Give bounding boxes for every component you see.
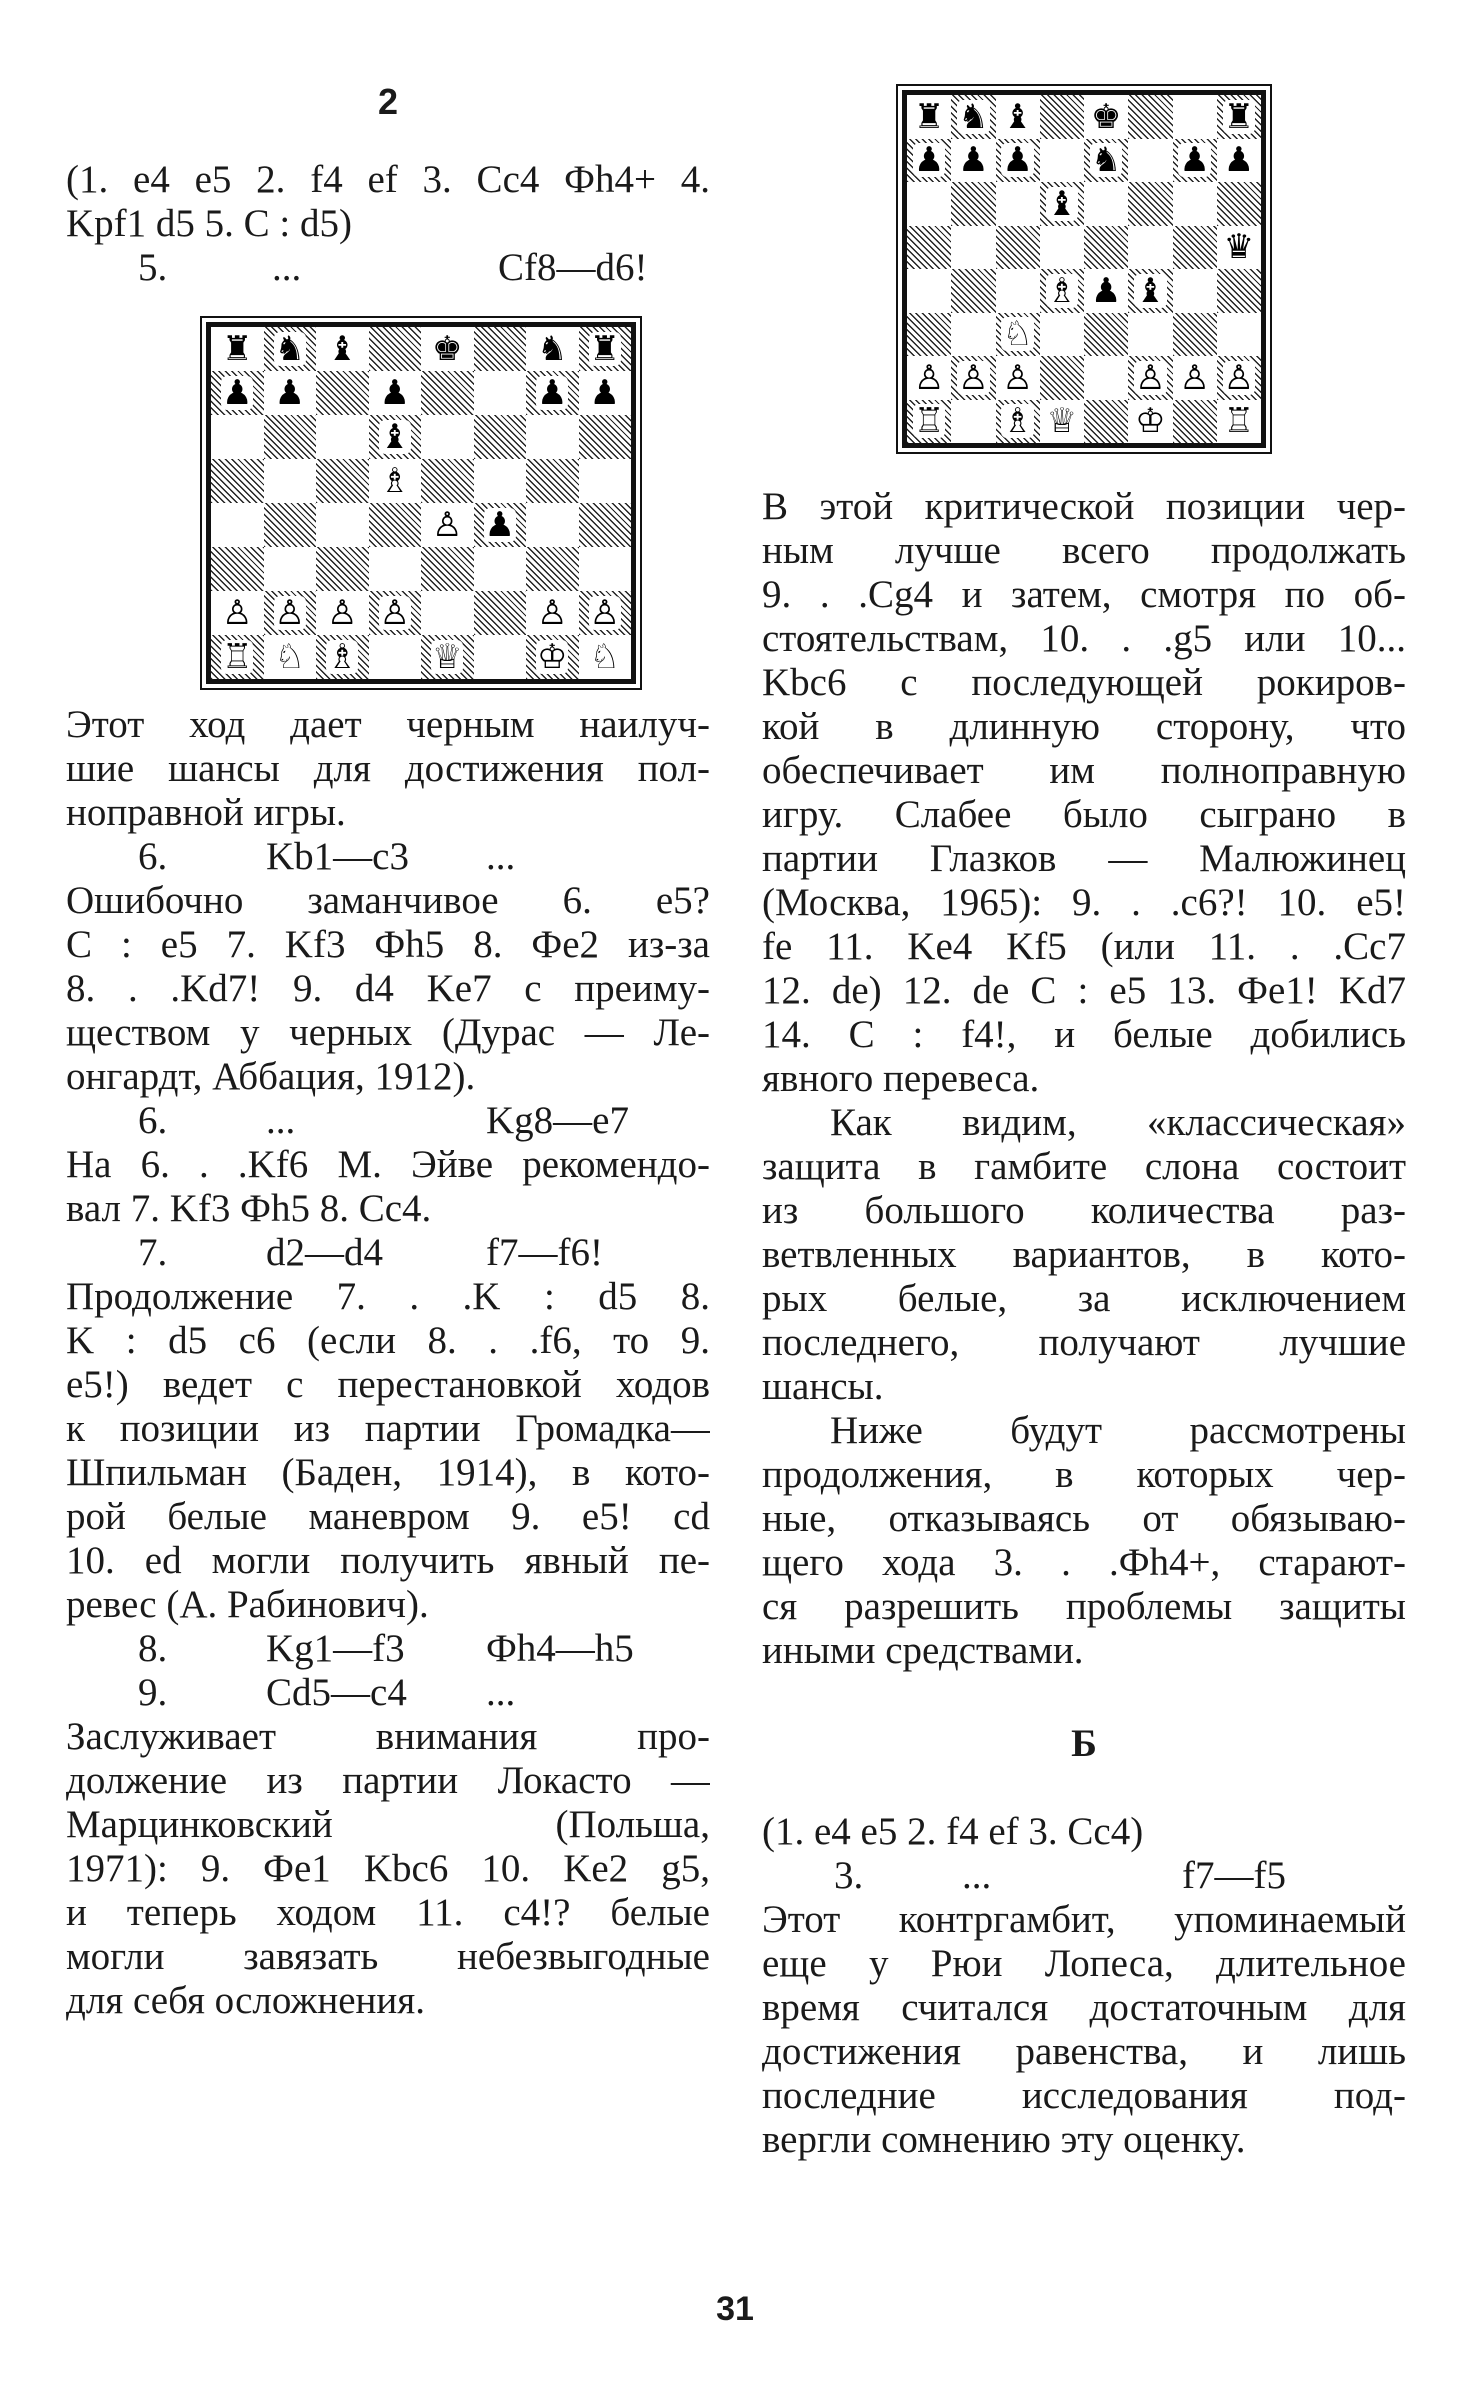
board-square — [1217, 400, 1261, 444]
board-square — [526, 591, 579, 635]
paragraph-line: и теперь ходом 11. c4!? белые — [66, 1891, 710, 1934]
board-square — [996, 356, 1040, 400]
paragraph-line: Ниже будут рассмотрены — [830, 1409, 1406, 1452]
chess-piece-icon: ♙ — [958, 357, 989, 398]
board-square — [316, 415, 369, 459]
paragraph-line: Марцинковский (Польша, — [66, 1803, 710, 1846]
chess-piece-icon: ♛ — [1223, 227, 1255, 268]
chess-piece-icon: ♞ — [1090, 140, 1122, 181]
move-number: 6. — [138, 1099, 168, 1142]
board-square — [1040, 95, 1084, 139]
board-square — [1128, 182, 1172, 226]
paragraph-line: В этой критической позиции чер- — [762, 485, 1406, 528]
chess-piece-icon: ♕ — [432, 637, 463, 677]
board-square — [264, 415, 317, 459]
board-square — [1128, 95, 1172, 139]
paragraph-line: щего хода 3. . .Фh4+, старают- — [762, 1541, 1406, 1584]
board-square — [1173, 182, 1217, 226]
board-square — [579, 635, 632, 679]
paragraph-line: вал 7. Kf3 Фh5 8. Cc4. — [66, 1187, 432, 1230]
board-square — [316, 503, 369, 547]
chess-piece-icon: ♟ — [1179, 140, 1210, 181]
chess-piece-icon: ♞ — [958, 96, 989, 137]
paragraph-line: еще у Рюи Лопеса, длительное — [762, 1942, 1406, 1985]
paragraph-line: онгардт, Аббация, 1912). — [66, 1055, 476, 1098]
paragraph-line: 8. . .Kd7! 9. d4 Ke7 с преиму- — [66, 967, 710, 1010]
board-square — [1084, 313, 1128, 357]
paragraph-line: могли завязать небезвыгодные — [66, 1935, 710, 1978]
board-square — [421, 371, 474, 415]
paragraph-line: продолжения, в которых чер- — [762, 1453, 1406, 1496]
chess-piece-icon: ♝ — [1002, 96, 1033, 137]
paragraph-line: вергли сомнению эту оценку. — [762, 2118, 1246, 2161]
paragraph-line: для себя осложнения. — [66, 1979, 425, 2022]
board-square — [1173, 269, 1217, 313]
board-square — [316, 635, 369, 679]
paragraph-line: 10. ed могли получить явный пе- — [66, 1539, 710, 1582]
chess-piece-icon: ♙ — [222, 593, 253, 633]
paragraph-line: Этот ход дает черным наилуч- — [66, 703, 710, 746]
board-square — [907, 356, 951, 400]
board-square — [211, 327, 264, 371]
board-square — [211, 371, 264, 415]
board-square — [264, 547, 317, 591]
board-square — [996, 182, 1040, 226]
paragraph-line: ноправной игры. — [66, 791, 346, 834]
board-square — [1173, 95, 1217, 139]
paragraph-line: шие шансы для достижения пол- — [66, 747, 710, 790]
black-move: ... — [486, 835, 516, 878]
paragraph-line: рых белые, за исключением — [762, 1277, 1406, 1320]
paragraph-line: (Москва, 1965): 9. . .c6?! 10. e5! — [762, 881, 1406, 924]
board-square — [211, 459, 264, 503]
board-square — [316, 371, 369, 415]
chess-piece-icon: ♟ — [537, 373, 568, 413]
board-square — [1173, 313, 1217, 357]
paragraph-line: Шпильман (Баден, 1914), в кото- — [66, 1451, 710, 1494]
chess-piece-icon: ♝ — [379, 417, 410, 457]
paragraph-line: явного перевеса. — [762, 1057, 1040, 1100]
chess-piece-icon: ♘ — [589, 637, 620, 677]
board-square — [211, 591, 264, 635]
board-square — [579, 459, 632, 503]
board-square — [907, 269, 951, 313]
board-square — [369, 503, 422, 547]
board-square — [579, 327, 632, 371]
board-square — [1084, 269, 1128, 313]
chess-piece-icon: ♝ — [1135, 270, 1166, 311]
chessboard — [206, 322, 636, 684]
black-move: Фh4—h5 — [486, 1627, 634, 1670]
move-number: 3. — [834, 1854, 864, 1897]
chess-piece-icon: ♘ — [274, 637, 305, 677]
board-square — [1040, 313, 1084, 357]
board-square — [211, 415, 264, 459]
board-square — [1040, 226, 1084, 270]
board-square — [1173, 226, 1217, 270]
chess-piece-icon: ♚ — [432, 329, 463, 369]
white-move: Cd5—c4 — [266, 1671, 407, 1714]
board-square — [996, 226, 1040, 270]
chess-piece-icon: ♟ — [222, 373, 253, 413]
board-square — [1128, 269, 1172, 313]
paragraph-line: из большого количества раз- — [762, 1189, 1406, 1232]
board-square — [211, 635, 264, 679]
section-number: 2 — [377, 81, 399, 122]
chess-piece-icon: ♙ — [1179, 357, 1210, 398]
board-square — [1217, 313, 1261, 357]
board-square — [526, 547, 579, 591]
board-square — [1128, 139, 1172, 183]
paragraph-line: 14. C : f4!, и белые добились — [762, 1013, 1406, 1056]
move-number: 8. — [138, 1627, 168, 1670]
chess-piece-icon: ♟ — [484, 505, 515, 545]
board-square — [369, 415, 422, 459]
board-square — [951, 269, 995, 313]
black-move: f7—f5 — [1182, 1854, 1286, 1897]
chess-piece-icon: ♙ — [913, 357, 945, 398]
chessboard — [902, 90, 1266, 448]
board-square — [996, 139, 1040, 183]
paragraph-line: рой белые маневром 9. e5! cd — [66, 1495, 710, 1538]
board-square — [579, 591, 632, 635]
paragraph-line: ные, отказываясь от обязываю- — [762, 1497, 1406, 1540]
board-square — [1040, 139, 1084, 183]
board-square — [474, 635, 527, 679]
black-move: Cf8—d6! — [498, 246, 648, 289]
board-square — [1084, 95, 1128, 139]
move-number: 7. — [138, 1231, 168, 1274]
chess-piece-icon: ♔ — [537, 637, 568, 677]
chess-piece-icon: ♟ — [1223, 140, 1255, 181]
board-square — [474, 327, 527, 371]
board-square — [474, 547, 527, 591]
chess-piece-icon: ♟ — [1090, 270, 1122, 311]
move-number: 5. — [138, 246, 168, 289]
board-square — [526, 415, 579, 459]
board-square — [316, 459, 369, 503]
paragraph-line: ревес (А. Рабинович). — [66, 1583, 429, 1626]
board-square — [1084, 139, 1128, 183]
board-square — [951, 95, 995, 139]
board-square — [1217, 182, 1261, 226]
chess-piece-icon: ♜ — [913, 96, 945, 137]
paragraph-line: C : e5 7. Kf3 Фh5 8. Фe2 из-за — [66, 923, 710, 966]
board-square — [421, 503, 474, 547]
chess-piece-icon: ♖ — [222, 637, 253, 677]
paragraph-line: Ошибочно заманчивое 6. e5? — [66, 879, 710, 922]
board-square — [1217, 356, 1261, 400]
chess-piece-icon: ♙ — [589, 593, 620, 633]
board-square — [907, 400, 951, 444]
board-square — [951, 226, 995, 270]
board-square — [951, 356, 995, 400]
board-square — [1217, 269, 1261, 313]
board-square — [1084, 182, 1128, 226]
board-square — [211, 547, 264, 591]
board-square — [526, 371, 579, 415]
board-square — [996, 95, 1040, 139]
board-square — [1128, 400, 1172, 444]
paragraph-line: кой в длинную сторону, что — [762, 705, 1406, 748]
board-square — [369, 547, 422, 591]
board-square — [421, 459, 474, 503]
board-square — [1040, 356, 1084, 400]
board-square — [579, 415, 632, 459]
chess-piece-icon: ♙ — [432, 505, 463, 545]
board-square — [951, 182, 995, 226]
paragraph-line: Продолжение 7. . .K : d5 8. — [66, 1275, 710, 1318]
chess-piece-icon: ♝ — [327, 329, 358, 369]
board-square — [1173, 356, 1217, 400]
chess-piece-icon: ♙ — [327, 593, 358, 633]
paragraph-line: fe 11. Ke4 Kf5 (или 11. . .Cc7 — [762, 925, 1406, 968]
intro-line: (1. e4 e5 2. f4 ef 3. Cc4) — [762, 1810, 1144, 1853]
chess-piece-icon: ♟ — [1002, 140, 1033, 181]
chess-diagram-1 — [206, 322, 636, 684]
paragraph-line: Как видим, «классическая» — [830, 1101, 1406, 1144]
white-move: ... — [272, 246, 302, 289]
paragraph-line: иными средствами. — [762, 1629, 1084, 1672]
board-square — [421, 327, 474, 371]
paragraph-line: защита в гамбите слона состоит — [762, 1145, 1406, 1188]
board-square — [1128, 356, 1172, 400]
chess-piece-icon: ♙ — [274, 593, 305, 633]
board-square — [264, 371, 317, 415]
board-square — [474, 591, 527, 635]
board-square — [1040, 269, 1084, 313]
board-square — [951, 139, 995, 183]
chess-piece-icon: ♗ — [327, 637, 358, 677]
paragraph-line: Заслуживает внимания про- — [66, 1715, 710, 1758]
paragraph-line: должение из партии Локасто — — [66, 1759, 710, 1802]
paragraph-line: последние исследования под- — [762, 2074, 1406, 2117]
paragraph-line: к позиции из партии Громадка— — [66, 1407, 710, 1450]
paragraph-line: ным лучше всего продолжать — [762, 529, 1406, 572]
board-square — [474, 371, 527, 415]
board-square — [264, 591, 317, 635]
chess-piece-icon: ♙ — [379, 593, 410, 633]
board-square — [421, 635, 474, 679]
paragraph-line: 1971): 9. Фe1 Kbc6 10. Ke2 g5, — [66, 1847, 710, 1890]
white-move: Kb1—c3 — [266, 835, 409, 878]
paragraph-line: игру. Слабее было сыграно в — [762, 793, 1406, 836]
chess-piece-icon: ♗ — [1002, 401, 1033, 442]
chess-piece-icon: ♖ — [913, 401, 945, 442]
board-square — [1128, 226, 1172, 270]
board-square — [579, 371, 632, 415]
paragraph-line: Этот контргамбит, упоминаемый — [762, 1898, 1406, 1941]
chess-piece-icon: ♝ — [1046, 183, 1078, 224]
black-move: Kg8—e7 — [486, 1099, 629, 1142]
intro-line: (1. e4 e5 2. f4 ef 3. Cc4 Фh4+ 4. — [66, 158, 710, 201]
paragraph-line: 12. de) 12. de C : e5 13. Фe1! Kd7 — [762, 969, 1406, 1012]
board-square — [1217, 226, 1261, 270]
board-square — [526, 327, 579, 371]
move-number: 6. — [138, 835, 168, 878]
board-square — [526, 635, 579, 679]
paragraph-line: 9. . .Cg4 и затем, смотря по об- — [762, 573, 1406, 616]
chess-piece-icon: ♟ — [589, 373, 620, 413]
board-square — [579, 547, 632, 591]
intro-line: Kpf1 d5 5. C : d5) — [66, 202, 352, 245]
white-move: Kg1—f3 — [266, 1627, 405, 1670]
chess-piece-icon: ♙ — [1223, 357, 1255, 398]
board-square — [369, 459, 422, 503]
board-square — [1084, 226, 1128, 270]
board-square — [421, 547, 474, 591]
chess-piece-icon: ♜ — [1223, 96, 1255, 137]
board-square — [996, 269, 1040, 313]
board-square — [316, 327, 369, 371]
board-square — [369, 591, 422, 635]
black-move: f7—f6! — [486, 1231, 603, 1274]
white-move: ... — [962, 1854, 992, 1897]
board-square — [907, 313, 951, 357]
chess-piece-icon: ♕ — [1046, 401, 1078, 442]
black-move: ... — [486, 1671, 516, 1714]
board-square — [211, 503, 264, 547]
board-square — [1084, 400, 1128, 444]
paragraph-line: достижения равенства, и лишь — [762, 2030, 1406, 2073]
paragraph-line: обеспечивает им полноправную — [762, 749, 1406, 792]
board-square — [1084, 356, 1128, 400]
paragraph-line: время считался достаточным для — [762, 1986, 1406, 2029]
paragraph-line: Kbc6 с последующей рокиров- — [762, 661, 1406, 704]
board-square — [264, 459, 317, 503]
chess-piece-icon: ♞ — [274, 329, 305, 369]
board-square — [474, 459, 527, 503]
board-square — [526, 503, 579, 547]
chess-piece-icon: ♙ — [1135, 357, 1166, 398]
paragraph-line: партии Глазков — Малюжинец — [762, 837, 1406, 880]
section-heading: Б — [1071, 1722, 1097, 1765]
paragraph-line: K : d5 c6 (если 8. . .f6, то 9. — [66, 1319, 710, 1362]
chess-piece-icon: ♘ — [1002, 314, 1033, 355]
board-square — [907, 182, 951, 226]
page-number: 31 — [716, 2290, 754, 2328]
board-square — [951, 313, 995, 357]
board-square — [526, 459, 579, 503]
board-square — [369, 371, 422, 415]
board-square — [1173, 139, 1217, 183]
board-square — [996, 400, 1040, 444]
board-square — [1128, 313, 1172, 357]
paragraph-line: ветвленных вариантов, в кото- — [762, 1233, 1406, 1276]
board-square — [907, 139, 951, 183]
board-square — [474, 503, 527, 547]
board-square — [951, 400, 995, 444]
board-square — [369, 327, 422, 371]
paragraph-line: ществом у черных (Дурас — Ле- — [66, 1011, 710, 1054]
white-move: ... — [266, 1099, 296, 1142]
paragraph-line: e5!) ведет с перестановкой ходов — [66, 1363, 710, 1406]
white-move: d2—d4 — [266, 1231, 383, 1274]
chess-piece-icon: ♜ — [222, 329, 253, 369]
chess-piece-icon: ♟ — [274, 373, 305, 413]
board-square — [264, 635, 317, 679]
board-square — [264, 503, 317, 547]
board-square — [421, 415, 474, 459]
board-square — [907, 95, 951, 139]
board-square — [316, 591, 369, 635]
board-square — [1173, 400, 1217, 444]
paragraph-line: стоятельствам, 10. . .g5 или 10... — [762, 617, 1406, 660]
paragraph-line: последнего, получают лучшие — [762, 1321, 1406, 1364]
chess-piece-icon: ♜ — [589, 329, 620, 369]
board-square — [996, 313, 1040, 357]
board-square — [316, 547, 369, 591]
board-square — [1217, 139, 1261, 183]
paragraph-line: На 6. . .Kf6 М. Эйве рекомендо- — [66, 1143, 710, 1186]
paragraph-line: шансы. — [762, 1365, 884, 1408]
board-square — [1217, 95, 1261, 139]
board-square — [474, 415, 527, 459]
chess-piece-icon: ♗ — [379, 461, 410, 501]
paragraph-line: ся разрешить проблемы защиты — [762, 1585, 1406, 1628]
chess-piece-icon: ♟ — [958, 140, 989, 181]
chess-piece-icon: ♖ — [1223, 401, 1255, 442]
chess-diagram-2 — [902, 90, 1266, 448]
chess-piece-icon: ♟ — [379, 373, 410, 413]
board-square — [907, 226, 951, 270]
chess-piece-icon: ♙ — [1002, 357, 1033, 398]
move-number: 9. — [138, 1671, 168, 1714]
board-square — [579, 503, 632, 547]
board-square — [369, 635, 422, 679]
chess-piece-icon: ♟ — [913, 140, 945, 181]
chess-piece-icon: ♔ — [1135, 401, 1166, 442]
chess-piece-icon: ♚ — [1090, 96, 1122, 137]
board-square — [1040, 182, 1084, 226]
chess-piece-icon: ♞ — [537, 329, 568, 369]
board-square — [421, 591, 474, 635]
chess-piece-icon: ♙ — [537, 593, 568, 633]
board-square — [1040, 400, 1084, 444]
chess-piece-icon: ♗ — [1046, 270, 1078, 311]
board-square — [264, 327, 317, 371]
